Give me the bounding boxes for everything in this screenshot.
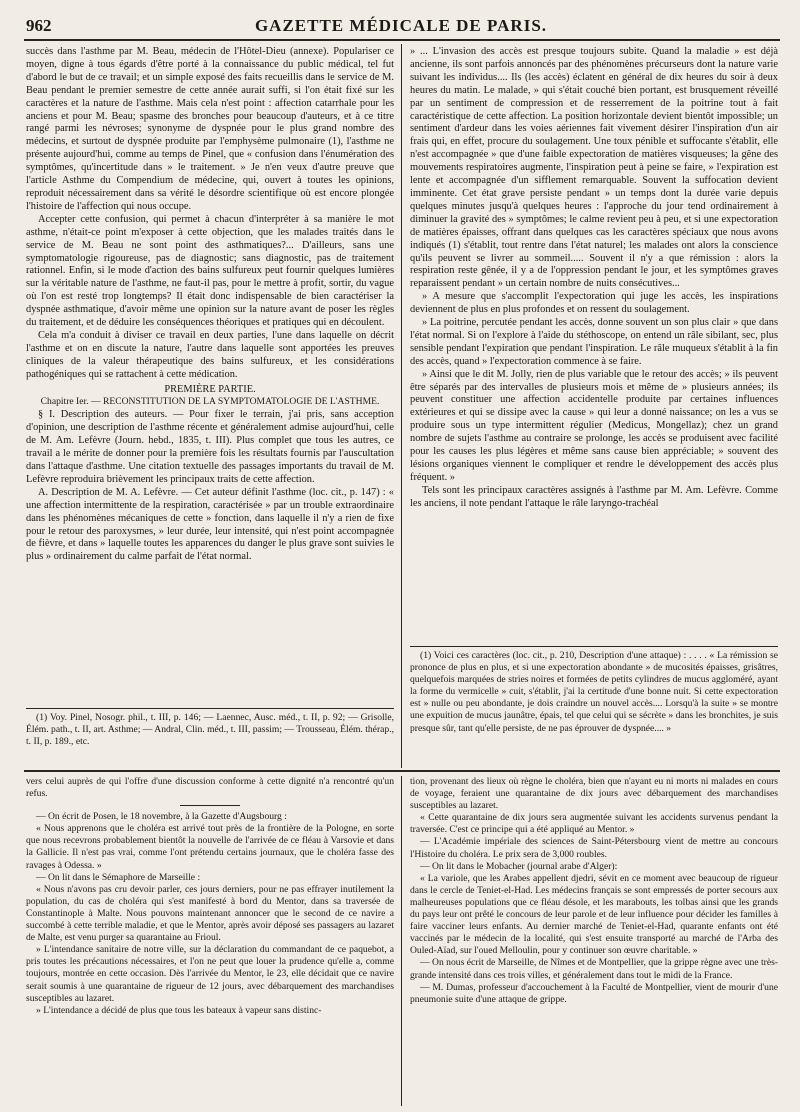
bottom-right-column [410,776,778,1106]
news-item-title: — On lit dans le Mobacher (journal arabe d'Alger): [420,860,618,872]
page-header [22,12,780,38]
column-divider-top [401,44,402,768]
bottom-left-column [26,776,394,1106]
quote-paragraph: » ... L'invasion des accès est presque toujours subite. Quand la maladie » est déjà ancienne, ils sont parfois annoncés par des phénomènes précurseurs dont la nature varie suivant les individus.... Ils (les accès) éclatent en général de dix heures du soir à deux heures du matin. Le malade, » qui s'était couché bien portant, est brusquement réveillé par un sentiment de compression et de resserrement de la poitrine tout à fait caractéristique de cette affection. La position horizontale devient bientôt impossible; un sentiment d'ardeur dans les voies aériennes fait vivement désirer l'inspiration d'un air frais qui, en effet, procure du soulagement. Une toux pénible et suffocante s'établit, elle n'est accompagnée » que d'une faible expectoration de matières visqueuses; la gêne des mouvements respiratoires augmente, l'inspiration peut à peine se faire, » l'expiration est lente et accompagnée d'un sifflement remarquable. Souvent la suffocation devient imminente. Cet état grave persiste pendant » un temps dont la durée varie depuis quelques minutes jusqu'à quelques heures : l'approche du jour tend ordinairement à diminuer la gravité des » symptômes; le calme revient peu à peu, et si une expectoration de matières épaisses, offrant dans quelques cas les caractères spéciaux que nous avons indiqués (1) s'établit, tout rentre dans l'état naturel; les malades ont alors la conscience qu'ils peuvent se livrer au sommeil..... Souvent il n'y a que rémission : alors la respiration reste gênée, il y a de l'oppression pendant le jour, et les symptômes graves reparaissent pendant » un certain nombre de nuits consécutives... [410,46,778,290]
news-item-body: « Cette quarantaine de dix jours sera augmentée suivant les accidents survenus pendant la traversée. C'est ce principe qui a été appliqué au Mentor. » [410,812,778,836]
continuation-text: tion, provenant des lieux où règne le choléra, bien que n'ayant eu ni morts ni malades en cours de voyage, feraient une quarantaine de dix jours avec débarquement des marchandises susceptibles au lazaret. [410,776,778,812]
quote-paragraph: » Ainsi que le dit M. Jolly, rien de plus variable que le retour des accès; » ils peuvent être séparés par des intervalles de plusieurs mois et même de » plusieurs années; ils peuvent constituer une affection accidentelle produite par certaines influences extérieures et qui se dissipe avec la cause » qui leur a donné naissance; on les a vus se produire sous un type intermittent régulier (Medicus, Mongellaz); chez un grand nombre de sujets l'asthme au contraire se prolonge, les accès se produisent avec facilité pour les causes les plus légères et même sans cause bien appréciable; » souvent des lésions organiques viennent le compliquer et rendre le développement des accès plus fréquent. » [410,368,778,483]
paragraph: § I. Description des auteurs. — Pour fixer le terrain, j'ai pris, sans acception d'opinion, une description de l'asthme récente et généralement admise aujourd'hui, celle de M. Am. Lefèvre (Journ. hebd., 1835, t. III). Plus complet que tous les autres, ce travail a le mérite de donner pour la première fois les résultats fournis par l'auscultation dans l'attaque d'asthme. Une citation textuelle des passages importants du travail de M. Lefèvre reproduira brièvement les principaux traits de cette affection. [26,409,394,485]
paragraph: Cela m'a conduit à diviser ce travail en deux parties, l'une dans laquelle on décrit l'asthme et on en discute la nature, l'autre dans laquelle sont apportées les preuves cliniques de la valeur thérapeutique des bains sulfureux, et les considérations pathogéniques qui se rattachent à cette médication. [26,329,394,380]
header-rule [24,39,780,41]
footnote-text: (1) Voici ces caractères (loc. cit., p. 210, Description d'une attaque) : . . . . « La rémission se prononce de plus en plus, et si une expectoration abondante » de mucosités épaisses, grisâtres, quelquefois marquées de stries noires et formées de petits cylindres de mucus aggloméré, ayant la forme du vermicelle » cuit, s'établit, j'ai la certitude d'une bonne nuit. Si cette expectoration est » nulle ou peu abondante, je dois craindre un nouvel accès.... Lorsqu'à la suite » se montre une expuition de mucus jaunâtre, épais, tel que celui qui se sécrète » dans les bronchites, je suis presque sûr, tant qu'elle persiste, de ne pas éprouver de dyspnée.... » [410,650,778,734]
news-item: — On nous écrit de Marseille, de Nîmes et de Montpellier, que la grippe règne avec une très-grande intensité dans ces trois villes, et généralement dans tout le midi de la France. [410,957,778,981]
right-footnote-rule [410,646,778,647]
news-item-title: — On lit dans le Sémaphore de Marseille : [36,871,201,883]
news-item-title: — On écrit de Posen, le 18 novembre, à la Gazette d'Augsbourg : [36,811,287,823]
part-heading: PREMIÈRE PARTIE. [164,383,256,395]
news-item-body: » L'intendance sanitaire de notre ville, sur la déclaration du commandant de ce paquebot, a pris toutes les précautions nécessaires, et l'on ne peut que louer la prudence qu'elle a, comme toujours, montrée en cette occasion. Dès l'arrivée du Mentor, le 23, elle décidait que ce navire serait soumis à une quarantaine de rigueur de 12 jours, avec débarquement des marchandises susceptibles au lazaret. [26,944,394,1004]
left-column [26,46,394,704]
news-item: — L'Académie impériale des sciences de Saint-Pétersbourg vient de mettre au concours l'Histoire du choléra. Le prix sera de 3,000 roubles. [410,836,778,860]
chapter-heading: Chapitre Ier. — RECONSTITUTION DE LA SYMPTOMATOLOGIE DE L'ASTHME. [40,396,380,408]
section-divider-rule [24,770,780,772]
paragraph: Accepter cette confusion, qui permet à chacun d'interpréter à sa manière le mot asthme, n'était-ce point m'exposer à cette objection, que les malades traités dans le service de M. Beau ne sont point des asthmatiques?... D'ailleurs, sans une symptomatologie rigoureuse, pas de diagnostic; sans diagnostic, pas de traitement rationnel. Enfin, si le mode d'action des bains sulfureux peut fournir quelques lumières sur la véritable nature de l'asthme, ne faut-il pas, pour le mettre à profit, sortir, du vague où l'on est resté trop longtemps? Il était donc indispensable de bien caractériser la dyspnée asthmatique, d'avoir même une opinion sur la nature avant de poser les règles du traitement, et de déduire les conséquences théoriques et pratiques qui en découlent. [26,213,394,329]
quote-paragraph: » A mesure que s'accomplit l'expectoration qui juge les accès, les inspirations deviennent de plus en plus profondes et on ressent du soulagement. [410,291,778,316]
quote-paragraph: » La poitrine, percutée pendant les accès, donne souvent un son plus clair » que dans l'état normal. Si on l'explore à l'aide du stéthoscope, on entend un râle sibilant, sec, plus sensible pendant l'expiration que pendant l'inspiration. Le râle muqueux s'établit à la fin des accès, quand » l'expectoration commence à se faire. [410,317,778,367]
column-divider-bottom [401,776,402,1106]
news-item: — M. Dumas, professeur d'accouchement à la Faculté de Montpellier, vient de mourir d'une pneumonie suite d'une attaque de grippe. [410,981,778,1005]
separator-dash [180,805,240,806]
left-footnote [26,712,394,766]
footnote-text: (1) Voy. Pinel, Nosogr. phil., t. III, p. 146; — Laennec, Ausc. méd., t. II, p. 92; — Grisolle, Élém. path., t. II, art. Asthme; — Andral, Clin. méd., t. III, passim; — Trousseau, Élém. thérap., t. II, p. 189., etc. [26,712,394,748]
right-footnote [410,650,778,766]
news-item-body: « La variole, que les Arabes appellent djedri, sévit en ce moment avec beaucoup de rigueur dans le cercle de Teniet-el-Had. Les médecins français se sont empressés de porter secours aux malheureuses populations que ce fléau désole, et les marabouts, les tolbas ainsi que les grands du pays leur ont prêté le concours de leur parole et de leur influence pour décider les familles à faire vacciner leurs enfants. Au dernier marché de Teniet-el-Had, quarante enfants ont été vaccinés par le médecin de la localité, qui s'est ensuite transporté au marché de l'Arba des Ouled-Aïad, sur l'oued Melloulin, pour y continuer son œuvre charitable. » [410,872,778,957]
continuation-text: vers celui auprès de qui l'offre d'une discussion conforme à cette dignité n'a rencontré qu'un refus. [26,776,394,800]
paragraph: A. Description de M. A. Lefèvre. — Cet auteur définit l'asthme (loc. cit., p. 147) : « une affection intermittente de la respiration, caractérisée » par un trouble extraordinaire dans les phénomènes mécaniques de cette » fonction, dans laquelle il n'y a rien de fixe pour le retour des paroxysmes, » leur durée, leur intensité, qui n'est point accompagnée de fièvre, et dans » laquelle toutes les apparences du danger le plus grave sont suivies le plus » ordinairement du calme parfait de l'état normal. [26,486,394,563]
news-item-body: « Nous n'avons pas cru devoir parler, ces jours derniers, pour ne pas effrayer inutilement la population, du cas de choléra qui s'est manifesté à bord du Mentor, dans sa traversée de Constantinople à Malte. Nous pouvons maintenant annoncer que le second de ce navire a succombé à cette terrible maladie, et que le Mentor, après avoir déposé ses passagers au lazaret de Malte, est venu purger sa quarantaine au Frioul. [26,883,394,944]
page-title: GAZETTE MÉDICALE DE PARIS. [254,16,548,35]
right-column [410,46,778,644]
news-item-body: « Nous apprenons que le choléra est arrivé tout près de la frontière de la Pologne, en sorte que nous recevrons probablement bientôt la nouvelle de l'arrivée de ce fléau à Varsovie et dans la Gallicie. Il n'est pas vrai, comme l'ont prétendu certains journaux, que le choléra fasse des ravages à Odessa. » [26,823,394,871]
intro-paragraph: succès dans l'asthme par M. Beau, médecin de l'Hôtel-Dieu (annexe). Populariser ce moyen, digne à tous égards d'être porté à la connaissance du public médical, tel fut d'abord le but de ce travail; et un simple exposé des faits recueillis dans le service de M. Beau pendant le premier semestre de cette année aurait suffi, si l'on était fixé sur les caractères et la nature de l'asthme. Mais cela n'est point : affection catarrhale pour les anciens et pour M. Beau; spasme des bronches pour beaucoup d'auteurs, et à ce titre rangé parmi les névroses; synonyme de dyspnée pour le plus grand nombre des médecins, et surtout de dyspnée produite par l'emphysème pulmonaire (1), l'asthme ne présente aujourd'hui, comme au temps de Pinel, que « confusion dans l'énumération des symptômes, qu'incertitude dans » le traitement. » Je n'en veux d'autre preuve que l'article Asthme du Compendium de médecine, qui, ouvert à toutes les opinions, reproduit nécessairement dans sa vérité le désordre scientifique où est encore plongée l'histoire de l'affection qui nous occupe. [26,46,394,212]
left-footnote-rule [26,708,394,709]
page-number: 962 [26,16,52,35]
paragraph: Tels sont les principaux caractères assignés à l'asthme par M. Am. Lefèvre. Comme les anciens, il note pendant l'attaque le râle laryngo-trachéal [410,484,778,509]
news-item-body: » L'intendance a décidé de plus que tous les bateaux à vapeur sans distinc- [36,1004,322,1016]
